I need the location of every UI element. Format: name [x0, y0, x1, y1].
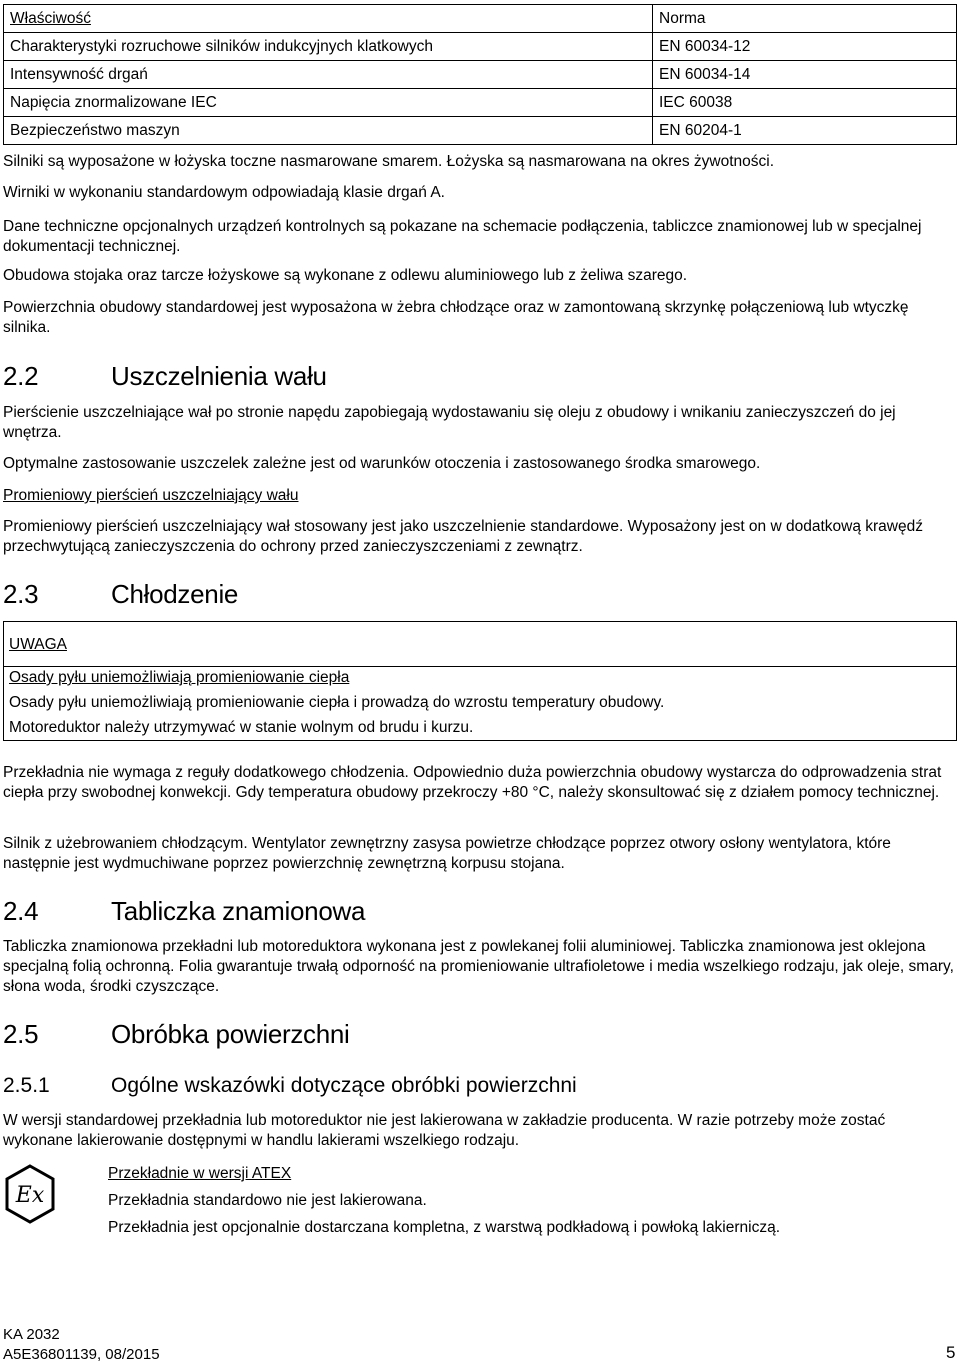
standards-table [3, 4, 957, 145]
atex-subheading: Przekładnie w wersji ATEX [108, 1165, 292, 1182]
section-number: 2.3 [3, 579, 39, 609]
section-heading-2-5-1 [3, 1072, 577, 1100]
paragraph: Pierścienie uszczelniające wał po stronie napędu zapobiegają wydostawaniu się oleju z obudowy i wnikaniu zanieczyszczeń do jej wnętrza. [3, 404, 896, 441]
section-heading-2-4 [3, 895, 365, 927]
table-row [4, 33, 957, 61]
table-row [4, 117, 957, 145]
paragraph: Silniki są wyposażone w łożyska toczne nasmarowane smarem. Łożyska są nasmarowana na okres żywotności. [3, 153, 775, 170]
paragraph: Tabliczka znamionowa przekładni lub motoreduktora wykonana jest z powlekanej folii aluminiowej. Tabliczka znamionowa jest oklejona specjalną folią ochronną. Folia gwarantuje trwałą odporność na promieniowanie ultrafioletowe i media wszelkiego rodzaju, jak oleje, smary, słona woda, środki czyszczące. [3, 938, 954, 995]
subheading: Promieniowy pierścień uszczelniający wału [3, 487, 299, 504]
notice-box [3, 621, 957, 741]
paragraph: Przekładnia standardowo nie jest lakierowana. [108, 1192, 427, 1209]
ex-hexagon-icon [4, 1164, 56, 1224]
section-heading-2-2 [3, 360, 327, 392]
paragraph: Optymalne zastosowanie uszczelek zależne jest od warunków otoczenia i zastosowanego środka smarowego. [3, 455, 761, 472]
table-cell: EN 60204-1 [653, 117, 957, 145]
section-number: 2.5 [3, 1019, 39, 1049]
paragraph: W wersji standardowej przekładnia lub motoreduktor nie jest lakierowana w zakładzie producenta. W razie potrzeby może zostać wykonane lakierowanie dostępnymi w handlu lakierami wszelkiego rodzaju. [3, 1112, 886, 1149]
footer-page-number: 5 [946, 1343, 956, 1362]
table-row [4, 61, 957, 89]
section-title: Obróbka powierzchni [111, 1019, 350, 1049]
table-cell: Napięcia znormalizowane IEC [4, 89, 653, 117]
section-number: 2.5.1 [3, 1074, 50, 1097]
table-cell: EN 60034-12 [653, 33, 957, 61]
ex-symbol-text: Ex [15, 1183, 45, 1208]
footer-doc-number: KA 2032 [3, 1326, 60, 1343]
paragraph: Dane techniczne opcjonalnych urządzeń kontrolnych są pokazane na schemacie podłączenia, tabliczce znamionowej lub w specjalnej dokumentacji technicznej. [3, 218, 922, 255]
table-row [4, 89, 957, 117]
paragraph: Powierzchnia obudowy standardowej jest wyposażona w żebra chłodzące oraz w zamontowaną skrzynkę połączeniową lub wtyczkę silnika. [3, 299, 909, 336]
paragraph: Przekładnia jest opcjonalnie dostarczana kompletna, z warstwą podkładową i powłoką lakierniczą. [108, 1219, 781, 1236]
footer-reference: A5E36801139, 08/2015 [3, 1346, 160, 1363]
table-header-standard: Norma [653, 5, 957, 33]
section-title: Ogólne wskazówki dotyczące obróbki powierzchni [111, 1074, 577, 1097]
section-title: Tabliczka znamionowa [111, 896, 366, 926]
paragraph: Przekładnia nie wymaga z reguły dodatkowego chłodzenia. Odpowiednio duża powierzchnia obudowy wystarcza do odprowadzenia strat ciepła przy swobodnej konwekcji. Gdy temperatura obudowy przekroczy +80 °C, należy skonsultować się z działem pomocy technicznej. [3, 764, 942, 801]
table-cell: Bezpieczeństwo maszyn [4, 117, 653, 145]
paragraph: Promieniowy pierścień uszczelniający wał stosowany jest jako uszczelnienie standardowe. Wyposażony jest on w dodatkową krawędź przechwytującą zanieczyszczenia do ochrony przed zanieczyszczeniami z zewnątrz. [3, 518, 923, 555]
paragraph: Silnik z użebrowaniem chłodzącym. Wentylator zewnętrzny zasysa powietrze chłodzące poprzez otwory osłony wentylatora, które następnie jest wydmuchiwane poprzez powierzchnię zewnętrzną korpusu stojana. [3, 835, 891, 872]
section-title: Uszczelnienia wału [111, 361, 327, 391]
section-heading-2-3 [3, 578, 238, 610]
notice-text: Osady pyłu uniemożliwiają promieniowanie ciepła i prowadzą do wzrostu temperatury obudowy. [9, 694, 665, 711]
notice-label: UWAGA [9, 636, 67, 653]
table-cell: Charakterystyki rozruchowe silników indukcyjnych klatkowych [4, 33, 653, 61]
notice-title: Osady pyłu uniemożliwiają promieniowanie ciepła [9, 669, 350, 686]
table-cell: IEC 60038 [653, 89, 957, 117]
paragraph: Wirniki w wykonaniu standardowym odpowiadają klasie drgań A. [3, 184, 445, 201]
section-heading-2-5 [3, 1018, 350, 1050]
section-title: Chłodzenie [111, 579, 239, 609]
table-cell: Intensywność drgań [4, 61, 653, 89]
notice-text: Motoreduktor należy utrzymywać w stanie wolnym od brudu i kurzu. [9, 719, 474, 736]
notice-divider [4, 666, 956, 667]
section-number: 2.2 [3, 361, 39, 391]
paragraph: Obudowa stojaka oraz tarcze łożyskowe są wykonane z odlewu aluminiowego lub z żeliwa szarego. [3, 267, 688, 284]
table-header-property: Właściwość [4, 5, 653, 33]
table-cell: EN 60034-14 [653, 61, 957, 89]
section-number: 2.4 [3, 896, 39, 926]
table-header-row [4, 5, 957, 33]
